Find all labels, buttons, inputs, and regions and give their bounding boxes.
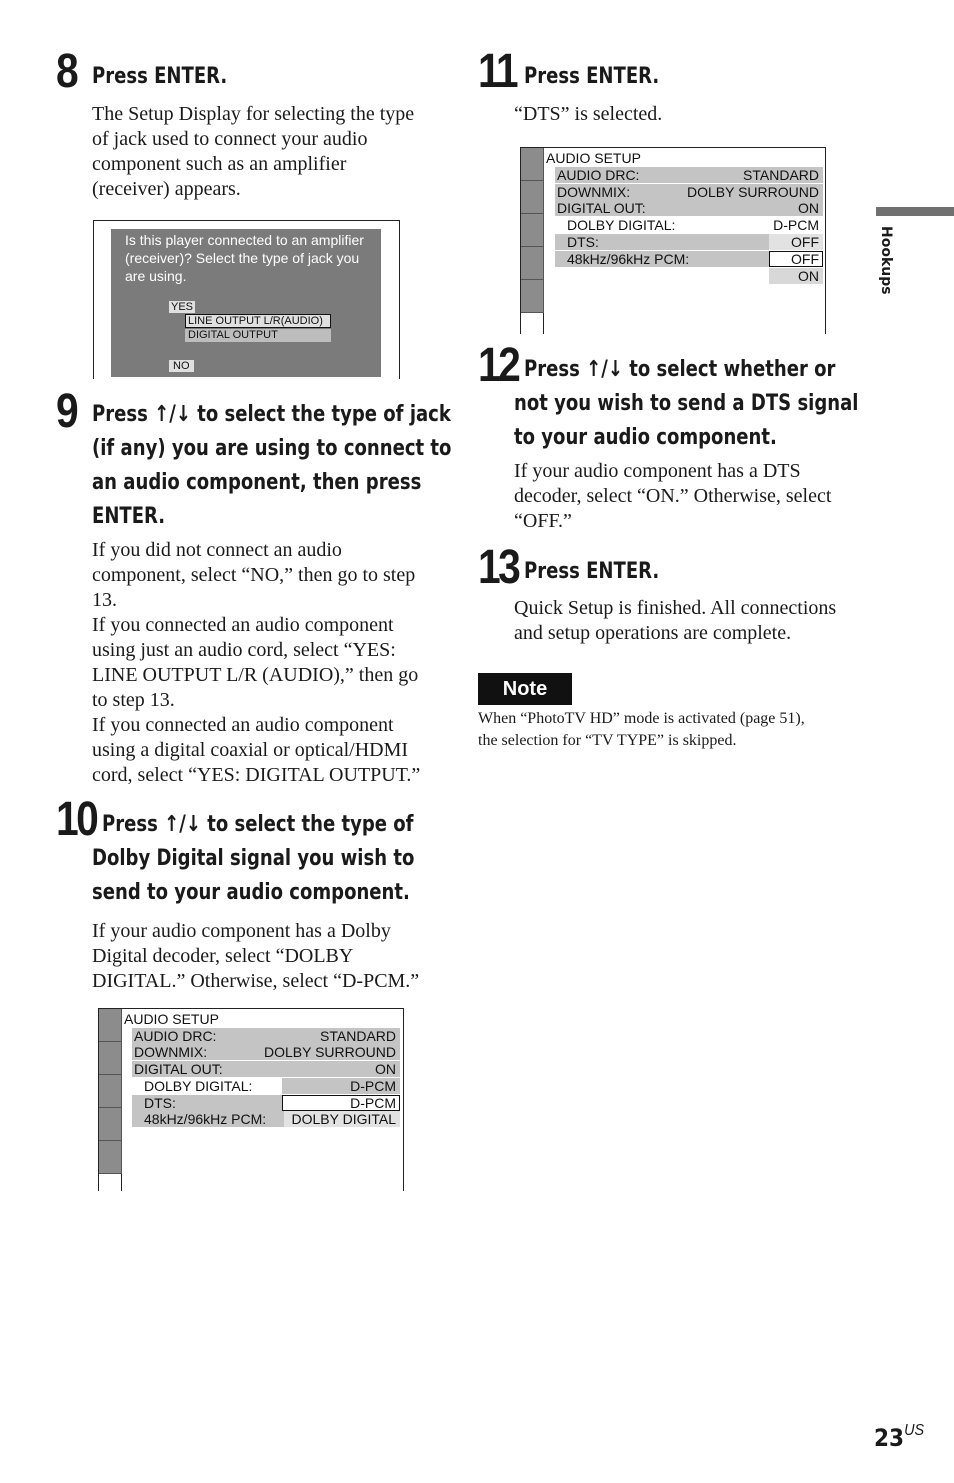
menu-side-tab-5[interactable] — [99, 1141, 122, 1174]
menu-row-digital-out[interactable]: DIGITAL OUT: ON — [132, 1061, 400, 1077]
step-13-number: 13 — [478, 541, 519, 594]
menu-row-downmix[interactable]: DOWNMIX: DOLBY SURROUND — [132, 1044, 400, 1060]
page-suffix: US — [904, 1422, 925, 1439]
step-8-number: 8 — [56, 45, 77, 98]
menu-side-tab-1[interactable] — [521, 148, 544, 181]
step-10-heading-rest: Dolby Digital signal you wish to send to your audio component. — [92, 846, 415, 905]
menu-row-digital-out[interactable]: DIGITAL OUT: ON — [555, 200, 823, 216]
menu-side-tab-3[interactable] — [521, 214, 544, 247]
step-8-heading: Press ENTER. — [92, 64, 228, 89]
section-tab-label: Hookups — [878, 226, 894, 295]
option-line-output[interactable]: LINE OUTPUT L/R(AUDIO) — [185, 314, 331, 328]
step-13-body: Quick Setup is finished. All connections and setup operations are complete. — [514, 597, 837, 644]
page-number: $23^{US}$ — [874, 1422, 925, 1452]
menu-row-dts[interactable]: DTS: D-PCM — [132, 1095, 400, 1111]
menu-side-tab-2[interactable] — [521, 181, 544, 214]
menu-side-tab-1[interactable] — [99, 1009, 122, 1042]
step-10-number: 10 — [56, 793, 97, 846]
step-12-body: If your audio component has a DTS decoder, select “ON.” Otherwise, select “OFF.” — [514, 460, 832, 532]
menu-row-dts[interactable]: DTS: OFF — [555, 234, 823, 250]
menu-side-tab-3[interactable] — [99, 1075, 122, 1108]
step-10-body: If your audio component has a Dolby Digital decoder, select “DOLBY DIGITAL.” Otherwise, select “D-PCM.” — [92, 920, 420, 992]
option-yes[interactable]: YES — [171, 301, 194, 313]
step-11-heading: Press ENTER. — [524, 64, 660, 89]
section-tab-bar — [876, 207, 954, 216]
menu-option-on[interactable]: ON — [769, 268, 823, 284]
step-9-body: If you did not connect an audio component, select “NO,” then go to step 13. If you connected an audio component using just an audio cord, select “YES: LINE OUTPUT L/R (AUDIO),” then go to step 13. If you connected an audio component using a digital coaxial or optical/HDMI cord, select “YES: DIGITAL OUTPUT.” — [92, 539, 421, 786]
option-no[interactable]: NO — [169, 360, 194, 372]
menu-side-tab-2[interactable] — [99, 1042, 122, 1075]
setup-display — [111, 229, 381, 377]
note-text: When “PhotoTV HD” mode is activated (page 51), the selection for “TV TYPE” is skipped. — [478, 710, 805, 749]
menu-title: AUDIO SETUP — [124, 1011, 219, 1027]
menu-side-tab-4[interactable] — [99, 1108, 122, 1141]
step-12-heading-rest: not you wish to send a DTS signal to your audio component. — [514, 391, 859, 450]
option-digital-output[interactable]: DIGITAL OUTPUT — [185, 329, 331, 342]
menu-side-tab-4[interactable] — [521, 247, 544, 280]
step-11-body: “DTS” is selected. — [514, 103, 663, 125]
menu-row-audio-drc[interactable]: AUDIO DRC: STANDARD — [132, 1028, 400, 1044]
menu-row-audio-drc[interactable]: AUDIO DRC: STANDARD — [555, 167, 823, 183]
menu-row-dolby-digital[interactable]: DOLBY DIGITAL: D-PCM — [567, 217, 819, 233]
step-8-screen — [93, 220, 400, 379]
step-11-number: 11 — [478, 45, 517, 98]
setup-question: Is this player connected to an amplifier (receiver)? Select the type of jack you are using. — [125, 232, 364, 284]
menu-row-pcm[interactable]: 48kHz/96kHz PCM: OFF — [555, 251, 823, 267]
step-12-heading-line1: Press ↑/↓ to select whether or — [524, 357, 836, 382]
step-9-number: 9 — [56, 385, 77, 438]
step-9-heading: Press ↑/↓ to select the type of jack (if any) you are using to connect to an audio component, then press ENTER. — [92, 402, 452, 529]
menu-row-downmix[interactable]: DOWNMIX: DOLBY SURROUND — [555, 184, 823, 200]
menu-row-pcm[interactable]: 48kHz/96kHz PCM: DOLBY DIGITAL — [132, 1111, 400, 1127]
note-badge: Note — [478, 673, 572, 705]
step-10-screen — [98, 1008, 404, 1191]
step-11-screen — [520, 147, 826, 334]
step-13-heading: Press ENTER. — [524, 559, 660, 584]
menu-side-tab-5[interactable] — [521, 280, 544, 313]
step-12-number: 12 — [478, 339, 519, 392]
menu-title: AUDIO SETUP — [546, 150, 641, 166]
menu-row-dolby-digital[interactable]: DOLBY DIGITAL: D-PCM — [132, 1078, 400, 1094]
step-8-body: The Setup Display for selecting the type of jack used to connect your audio component such as an amplifier (receiver) appears. — [92, 103, 415, 200]
step-10-heading-line1: Press ↑/↓ to select the type of — [102, 812, 414, 837]
